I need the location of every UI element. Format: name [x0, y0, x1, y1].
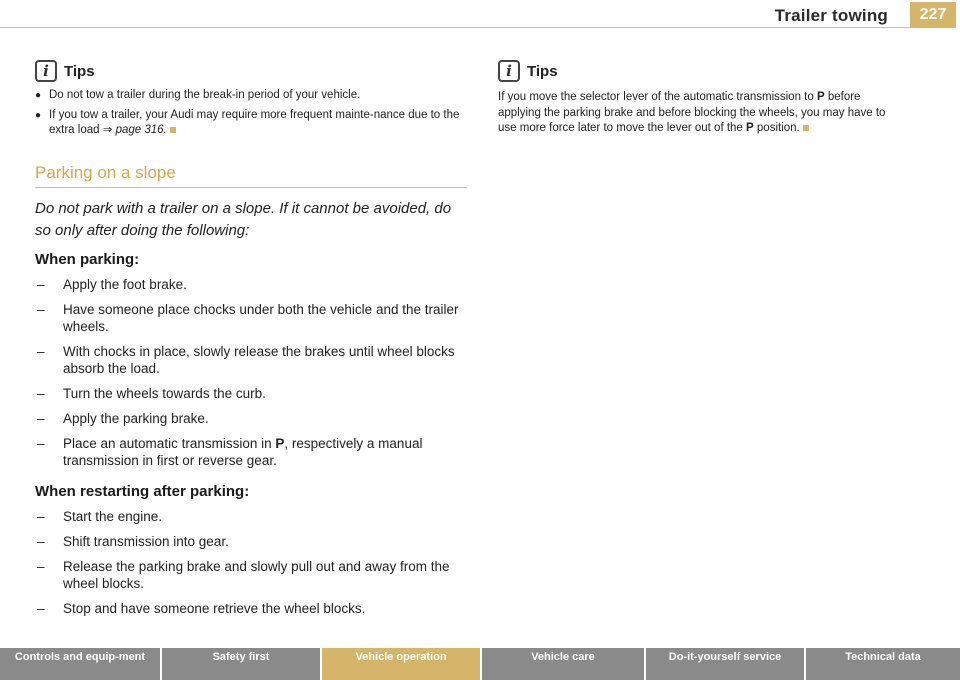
page-number-badge: 227 — [910, 2, 956, 28]
tip-item — [35, 108, 467, 139]
list-item — [35, 533, 467, 550]
tips-heading — [498, 58, 898, 84]
list-item — [35, 410, 467, 427]
tip-text-part: If you tow a trailer, your Audi may require more frequent mainte-nance due to the extra load — [49, 108, 460, 136]
step-text: Apply the parking brake. — [63, 410, 209, 426]
restarting-heading: When restarting after parking: — [35, 482, 250, 500]
step-text — [63, 435, 467, 469]
list-item — [35, 343, 467, 377]
end-mark-icon — [803, 125, 809, 131]
tab-controls-and-equipment[interactable]: Controls and equip-ment — [0, 648, 160, 680]
tab-technical-data[interactable]: Technical data — [806, 648, 960, 680]
list-item — [35, 385, 467, 402]
bullet-icon: ● — [35, 109, 42, 121]
step-text: Have someone place chocks under both the vehicle and the trailer wheels. — [63, 301, 459, 334]
page-title: Trailer towing — [774, 6, 888, 25]
dash-icon: – — [37, 558, 45, 574]
step-text: Release the parking brake and slowly pull out and away from the wheel blocks. — [63, 558, 450, 591]
tab-do-it-yourself-service[interactable]: Do-it-yourself service — [646, 648, 804, 680]
tips-heading — [35, 58, 467, 84]
list-item — [35, 435, 467, 469]
dash-icon: – — [37, 301, 45, 317]
step-text: Apply the foot brake. — [63, 276, 187, 292]
tab-vehicle-operation[interactable]: Vehicle operation — [322, 648, 480, 680]
dash-icon: – — [37, 385, 45, 401]
list-item — [35, 600, 467, 617]
gear-p-label: P — [275, 435, 285, 451]
right-column — [498, 58, 898, 137]
step-text: Turn the wheels towards the curb. — [63, 385, 266, 401]
when-parking-heading: When parking: — [35, 250, 140, 268]
list-item — [35, 558, 467, 592]
tips-label: Tips — [527, 62, 558, 80]
info-icon: i — [35, 60, 57, 82]
tip-text-part: before applying the parking brake and before blocking the wheels, you may have to use more force later to move the lever out of the — [498, 91, 886, 134]
header-rule — [0, 27, 915, 28]
dash-icon: – — [37, 435, 45, 451]
gear-p-label: P — [746, 122, 754, 134]
tip-item — [35, 88, 467, 104]
tab-safety-first[interactable]: Safety first — [162, 648, 320, 680]
list-item — [35, 508, 467, 525]
gear-p-label: P — [816, 91, 825, 103]
tip-text-part: position. — [756, 122, 800, 134]
dash-icon: – — [37, 533, 45, 549]
tip-text: Do not tow a trailer during the break-in period of your vehicle. — [49, 89, 361, 101]
tip-paragraph — [498, 90, 898, 137]
chapter-nav — [0, 648, 960, 680]
dash-icon: – — [37, 276, 45, 292]
tip-text — [49, 108, 467, 139]
tab-vehicle-care[interactable]: Vehicle care — [482, 648, 644, 680]
list-item — [35, 276, 467, 293]
step-text: Stop and have someone retrieve the wheel blocks. — [63, 600, 366, 616]
left-column — [35, 58, 467, 617]
step-text-part: , respectively a manual transmission in first or reverse gear. — [63, 435, 423, 468]
dash-icon: – — [37, 343, 45, 359]
page-ref-link[interactable]: page 316. — [115, 124, 167, 136]
dash-icon: – — [37, 600, 45, 616]
arrow-icon: ⇒ — [102, 124, 113, 136]
step-text: Shift transmission into gear. — [63, 533, 229, 549]
tip-text-part: If you move the selector lever of the automatic transmission to — [498, 91, 814, 103]
step-text: Start the engine. — [63, 508, 163, 524]
dash-icon: – — [37, 508, 45, 524]
end-mark-icon — [170, 127, 176, 133]
bullet-icon: ● — [35, 90, 42, 101]
step-text-part: Place an automatic transmission in — [63, 435, 272, 451]
intro-text: Do not park with a trailer on a slope. If it cannot be avoided, do so only after doing the following: — [35, 199, 452, 239]
dash-icon: – — [37, 410, 45, 426]
tips-label: Tips — [64, 62, 95, 80]
section-title: Parking on a slope — [35, 163, 467, 188]
step-text: With chocks in place, slowly release the brakes until wheel blocks absorb the load. — [63, 343, 455, 376]
list-item — [35, 301, 467, 335]
info-icon: i — [498, 60, 520, 82]
